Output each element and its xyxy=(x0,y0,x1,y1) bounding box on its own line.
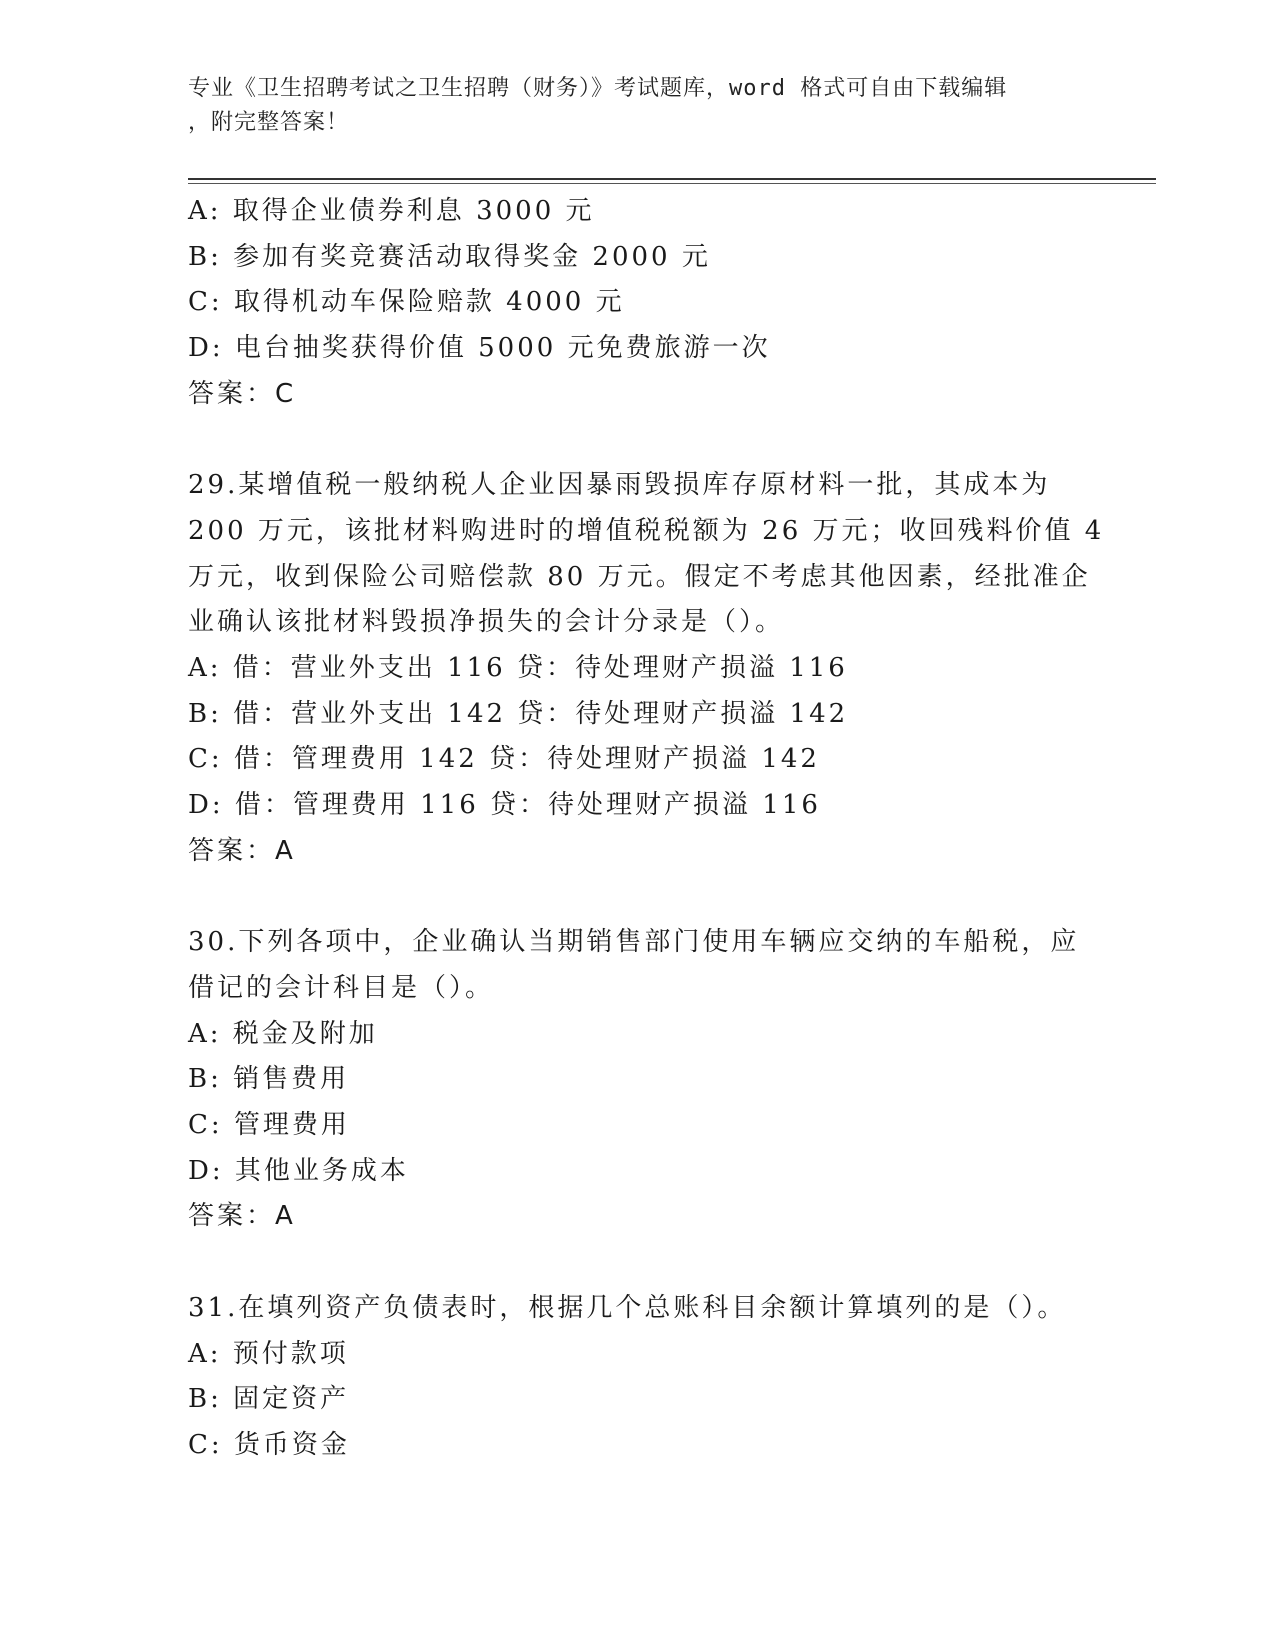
question-31 xyxy=(188,1286,1088,1469)
question-29 xyxy=(188,463,1105,874)
header-divider-thick xyxy=(188,178,1156,180)
header-divider-thin xyxy=(188,183,1156,184)
option-c: C: 借：管理费用 142 贷：待处理财产损溢 142 xyxy=(188,744,820,775)
question-text-line: 万元，收到保险公司赔偿款 80 万元。假定不考虑其他因素，经批准企 xyxy=(188,561,1091,592)
spacer xyxy=(188,875,1088,921)
document-header xyxy=(188,72,1088,140)
option-b: B: 销售费用 xyxy=(188,1064,350,1095)
header-line-2: ，附完整答案！ xyxy=(188,110,350,135)
option-b: B: 参加有奖竞赛活动取得奖金 2000 元 xyxy=(188,241,711,272)
spacer xyxy=(188,418,1088,464)
question-28-fragment xyxy=(188,189,1088,418)
spacer xyxy=(188,1240,1088,1286)
option-a: A: 取得企业债券利息 3000 元 xyxy=(188,196,595,226)
option-c: C: 货币资金 xyxy=(188,1429,350,1460)
question-text-line: 借记的会计科目是（）。 xyxy=(188,972,495,1003)
answer-line: 答案：C xyxy=(188,378,297,409)
question-text-line: 29.某增值税一般纳税人企业因暴雨毁损库存原材料一批，其成本为 xyxy=(188,470,1051,501)
question-list xyxy=(188,189,1105,1469)
option-d: D: 其他业务成本 xyxy=(188,1155,409,1186)
option-c: C: 管理费用 xyxy=(188,1110,350,1141)
option-b: B: 借：营业外支出 142 贷：待处理财产损溢 142 xyxy=(188,698,849,729)
answer-line: 答案：A xyxy=(188,1201,296,1232)
option-a: A: 借：营业外支出 116 贷：待处理财产损溢 116 xyxy=(188,653,848,684)
question-text-line: 31.在填列资产负债表时，根据几个总账科目余额计算填列的是（）。 xyxy=(188,1292,1067,1323)
header-line-1: 专业《卫生招聘考试之卫生招聘（财务）》考试题库，word 格式可自由下载编辑 xyxy=(188,76,1008,101)
option-a: A: 税金及附加 xyxy=(188,1018,378,1049)
question-text-line: 业确认该批材料毁损净损失的会计分录是（）。 xyxy=(188,607,785,638)
question-text-line: 30.下列各项中，企业确认当期销售部门使用车辆应交纳的车船税，应 xyxy=(188,927,1080,958)
answer-line: 答案：A xyxy=(188,835,296,866)
option-d: D: 电台抽奖获得价值 5000 元免费旅游一次 xyxy=(188,333,771,364)
option-b: B: 固定资产 xyxy=(188,1384,350,1415)
question-text-line: 200 万元，该批材料购进时的增值税税额为 26 万元；收回残料价值 4 xyxy=(188,515,1105,546)
option-a: A: 预付款项 xyxy=(188,1338,349,1369)
option-c: C: 取得机动车保险赔款 4000 元 xyxy=(188,287,625,318)
option-d: D: 借：管理费用 116 贷：待处理财产损溢 116 xyxy=(188,790,821,821)
question-30 xyxy=(188,920,1088,1240)
